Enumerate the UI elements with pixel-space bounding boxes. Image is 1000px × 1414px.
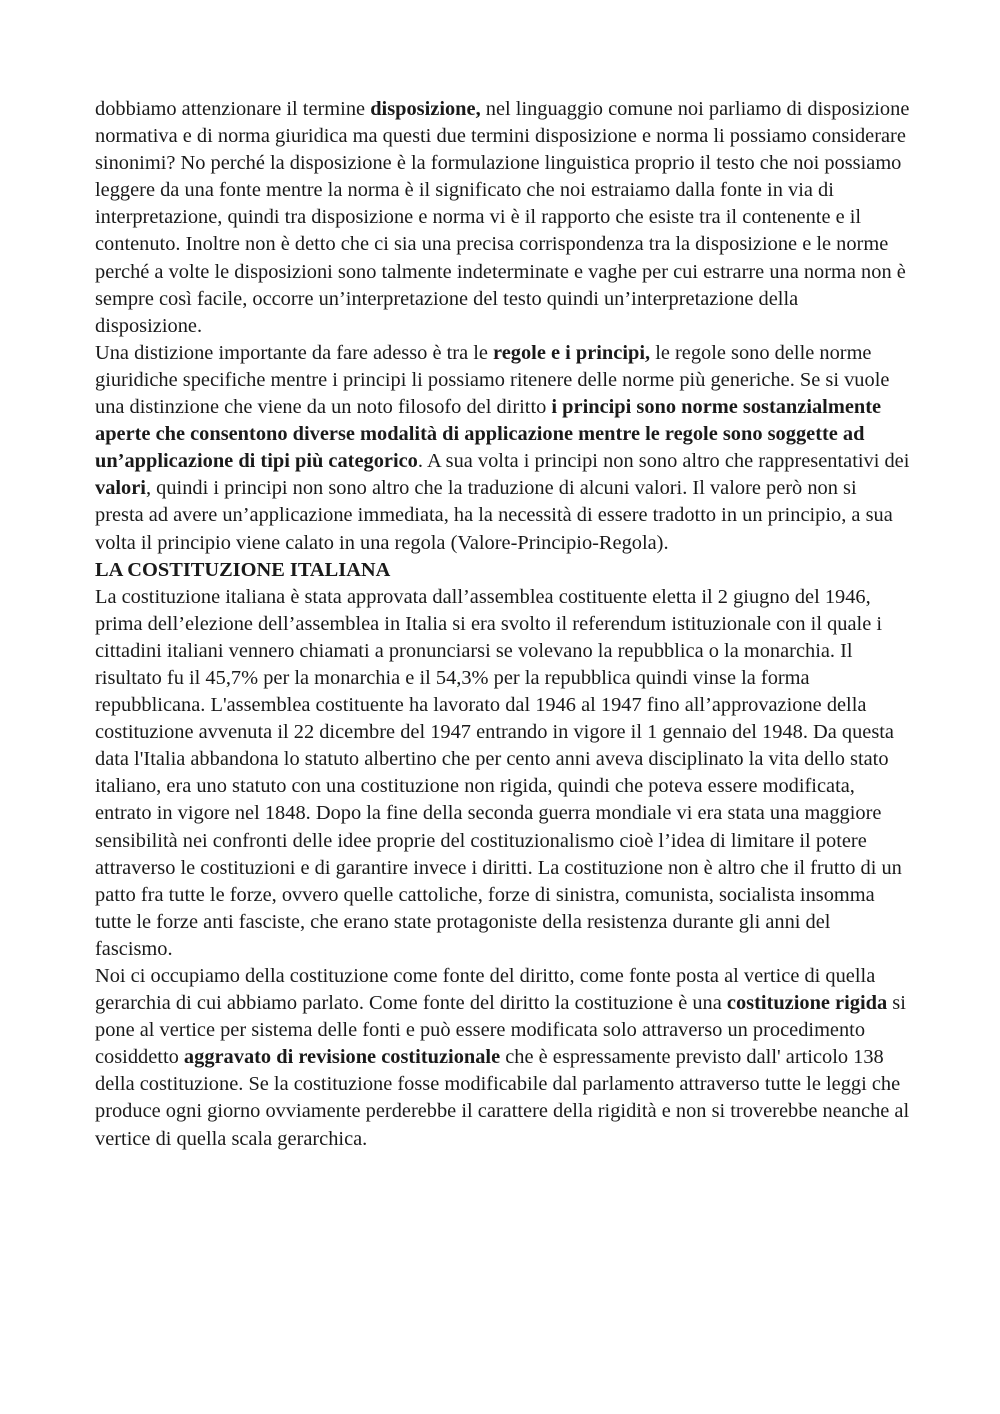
paragraph-costituzione-storia <box>95 584 910 963</box>
text-run: Una distizione importante da fare adesso è tra le <box>95 341 494 364</box>
text-run: La costituzione italiana è stata approvata dall’assemblea costituente eletta il 2 giugno del 1946, prima dell’elezione dell’assemblea in Italia si era svolto il referendum istituzionale con il quale i cittadini italiani vennero chiamati a pronunciarsi se volevano la repubblica o la monarchia. Il risultato fu il 45,7% per la monarchia e il 54,3% per la repubblica quindi vinse la forma repubblicana. L'assemblea costituente ha lavorato dal 1946 al 1947 fino all’approvazione della costituzione avvenuta il 22 dicembre del 1947 entrando in vigore il 1 gennaio del 1948. Da questa data l'Italia abbandona lo statuto albertino che per cento anni aveva disciplinato la vita dello stato italiano, era uno statuto con una costituzione non rigida, quindi che poteva essere modificata, entrato in vigore nel 1848. Dopo la fine della seconda guerra mondiale vi era stata una maggiore sensibilità nei confronti delle idee proprie del costituzionalismo cioè l’idea di limitare il potere attraverso le costituzioni e di garantire invece i diritti. La costituzione non è altro che il frutto di un patto fra tutte le forze, ovvero quelle cattoliche, forze di sinistra, comunista, socialista insomma tutte le forze anti fasciste, che erano state protagoniste della resistenza durante gli anni del fascismo. <box>95 585 902 960</box>
text-run: . A sua volta i principi non sono altro che rappresentativi dei <box>417 450 910 473</box>
text-run: che è espressamente previsto dall' articolo 138 della costituzione. Se la costituzione fosse modificabile dal parlamento attraverso tutte le leggi che produce ogni giorno ovviamente perderebbe il carattere della rigidità e non si troverebbe neanche al vertice di quella scala gerarchica. <box>95 1046 910 1150</box>
text-run: le regole sono delle norme giuridiche specifiche mentre i principi li possiamo ritenere delle norme più generiche. Se si vuole una distinzione che viene da un noto filosofo del diritto <box>95 341 890 419</box>
bold-definition: i principi sono norme sostanzialmente aperte che consentono diverse modalità di applicazione mentre le regole sono soggette ad un’applicazione di tipi più categorico <box>95 396 882 473</box>
bold-term: regole e i principi, <box>493 341 651 364</box>
text-run: si pone al vertice per sistema delle fonti e può essere modificata solo attraverso un procedimento cosiddetto <box>95 992 906 1069</box>
text-run: dobbiamo attenzionare il termine <box>95 98 371 120</box>
bold-term: aggravato di revisione costituzionale <box>183 1046 501 1069</box>
bold-term: disposizione, <box>370 98 481 120</box>
section-heading <box>95 557 910 584</box>
bold-term: costituzione rigida <box>726 992 888 1015</box>
paragraph-disposizione <box>95 96 910 340</box>
text-run: nel linguaggio comune noi parliamo di disposizione normativa e di norma giuridica ma questi due termini disposizione e norma li possiamo considerare sinonimi? No perché la disposizione è la formulazione linguistica proprio il testo che noi possiamo leggere da una fonte mentre la norma è il significato che noi estraiamo dalla fonte in via di interpretazione, quindi tra disposizione e norma vi è il rapporto che esiste tra il contenente e il contenuto. Inoltre non è detto che ci sia una precisa corrispondenza tra la disposizione e le norme perché a volte le disposizioni sono talmente indeterminate e vaghe per cui estrarre una norma non è sempre così facile, occorre un’interpretazione del testo quindi un’interpretazione della disposizione. <box>95 98 910 337</box>
bold-term: valori <box>95 477 146 500</box>
paragraph-regole-principi <box>95 340 910 557</box>
document-page <box>95 96 910 1153</box>
paragraph-costituzione-rigida <box>95 963 910 1153</box>
text-run: , quindi i principi non sono altro che la traduzione di alcuni valori. Il valore però non si presta ad avere un’applicazione immediata, ha la necessità di essere tradotto in un principio, a sua volta il principio viene calato in una regola (Valore-Principio-Regola). <box>95 477 893 554</box>
heading-text: LA COSTITUZIONE ITALIANA <box>95 558 391 581</box>
text-run: Noi ci occupiamo della costituzione come fonte del diritto, come fonte posta al vertice di quella gerarchia di cui abbiamo parlato. Come fonte del diritto la costituzione è una <box>95 965 876 1015</box>
